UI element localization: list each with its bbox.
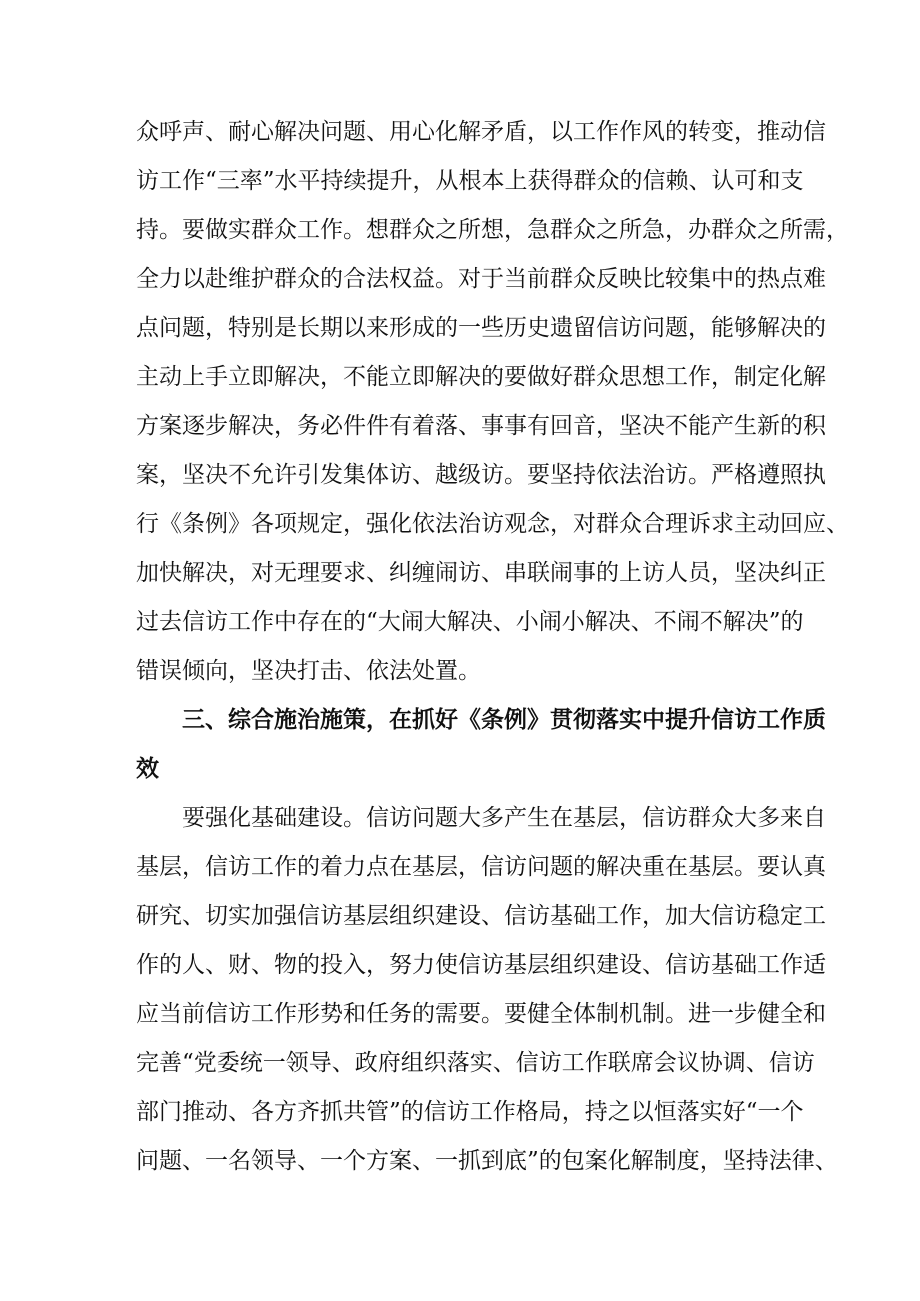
body-text-line: 访工作“三率”水平持续提升，从根本上获得群众的信赖、认可和支 — [136, 168, 804, 194]
body-text-line: 要强化基础建设。信访问题大多产生在基层，信访群众大多来自 — [182, 805, 826, 831]
body-text-line: 应当前信访工作形势和任务的需要。要健全体制机制。进一步健全和 — [136, 1001, 826, 1027]
body-text-line: 过去信访工作中存在的“大闹大解决、小闹小解决、不闹不解决”的 — [136, 609, 804, 635]
body-text-line: 众呼声、耐心解决问题、用心化解矛盾，以工作作风的转变，推动信 — [136, 119, 826, 145]
body-text-line: 问题、一名领导、一个方案、一抓到底”的包案化解制度，坚持法律、 — [136, 1148, 838, 1174]
body-text-line: 持。要做实群众工作。想群众之所想，急群众之所急，办群众之所需， — [136, 217, 849, 243]
body-text-line: 方案逐步解决，务必件件有着落、事事有回音，坚决不能产生新的积 — [136, 413, 826, 439]
body-text-line: 作的人、财、物的投入，努力使信访基层组织建设、信访基础工作适 — [136, 952, 826, 978]
section-heading-continued: 效 — [136, 756, 159, 782]
body-text-line: 全力以赴维护群众的合法权益。对于当前群众反映比较集中的热点难 — [136, 266, 826, 292]
body-text-line: 错误倾向，坚决打击、依法处置。 — [136, 658, 481, 684]
body-text-line: 基层，信访工作的着力点在基层，信访问题的解决重在基层。要认真 — [136, 854, 826, 880]
body-text-line: 加快解决，对无理要求、纠缠闹访、串联闹事的上访人员，坚决纠正 — [136, 560, 826, 586]
body-text-line: 案，坚决不允许引发集体访、越级访。要坚持依法治访。严格遵照执 — [136, 462, 826, 488]
body-text-line: 点问题，特别是长期以来形成的一些历史遗留信访问题，能够解决的 — [136, 315, 826, 341]
body-text-line: 研究、切实加强信访基层组织建设、信访基础工作，加大信访稳定工 — [136, 903, 826, 929]
body-text-line: 部门推动、各方齐抓共管”的信访工作格局，持之以恒落实好“一个 — [136, 1099, 804, 1125]
body-text-line: 行《条例》各项规定，强化依法治访观念，对群众合理诉求主动回应、 — [136, 511, 849, 537]
body-text-line: 主动上手立即解决，不能立即解决的要做好群众思想工作，制定化解 — [136, 364, 826, 390]
section-heading: 三、综合施治施策，在抓好《条例》贯彻落实中提升信访工作质 — [182, 707, 826, 733]
body-text-line: 完善“党委统一领导、政府组织落实、信访工作联席会议协调、信访 — [136, 1050, 815, 1076]
